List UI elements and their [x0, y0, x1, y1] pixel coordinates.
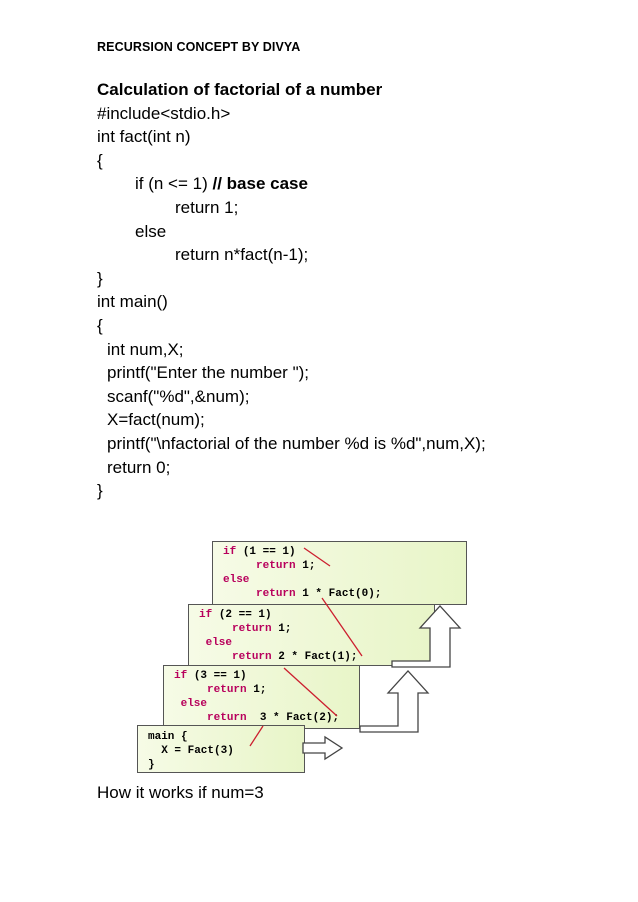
code-line: } — [97, 268, 103, 288]
diagram-caption: How it works if num=3 — [97, 783, 264, 802]
recursive-expr: 3 * Fact(2); — [259, 712, 340, 724]
code-line: else — [135, 221, 167, 241]
return-arrow-icon — [392, 606, 460, 667]
keyword: else — [205, 637, 233, 649]
return-arrow-icon — [360, 671, 428, 732]
code-line: scanf("%d",&num); — [107, 386, 250, 406]
code-line: { — [97, 150, 103, 170]
connector-line — [250, 726, 263, 746]
keyword: return — [256, 560, 296, 572]
recursive-expr: 2 * Fact(1); — [278, 651, 358, 663]
keyword: return — [232, 623, 272, 635]
code-line: { — [97, 315, 103, 335]
main-close: } — [148, 759, 155, 771]
code-line: return n*fact(n-1); — [175, 245, 309, 265]
code-line: int main() — [97, 292, 168, 312]
connector-line — [284, 668, 337, 716]
code-line: #include<stdio.h> — [97, 103, 231, 123]
keyword: return — [207, 712, 247, 724]
return-value: 1; — [253, 684, 267, 696]
code-comment: // base case — [212, 174, 308, 194]
code-text: if (n <= 1) — [135, 174, 213, 194]
code-line: return 0; — [107, 457, 171, 477]
keyword: if — [199, 609, 213, 621]
keyword: return — [232, 651, 272, 663]
code-line: printf("\nfactorial of the number %d is %d",num,X); — [107, 433, 486, 453]
connector-line — [322, 598, 362, 656]
condition: (2 == 1) — [218, 609, 272, 621]
return-arrow-icon — [303, 737, 342, 759]
connector-line — [304, 548, 330, 566]
keyword: return — [207, 684, 247, 696]
return-value: 1; — [302, 560, 316, 572]
keyword: return — [256, 588, 296, 600]
code-line: printf("Enter the number "); — [107, 363, 309, 383]
code-line: } — [97, 481, 103, 501]
code-line: int num,X; — [107, 339, 184, 359]
keyword: if — [223, 546, 237, 558]
code-line: return 1; — [175, 197, 239, 217]
code-line: X=fact(num); — [107, 410, 205, 430]
return-value: 1; — [278, 623, 292, 635]
keyword: else — [223, 574, 250, 586]
keyword: if — [174, 670, 188, 682]
recursive-expr: 1 * Fact(0); — [302, 588, 382, 600]
main-call: X = Fact(3) — [161, 745, 234, 757]
keyword: else — [180, 698, 208, 710]
main-open: main { — [148, 731, 188, 743]
section-title: Calculation of factorial of a number — [97, 80, 383, 99]
page-header: RECURSION CONCEPT BY DIVYA — [97, 40, 301, 54]
code-line: int fact(int n) — [97, 127, 191, 147]
condition: (3 == 1) — [193, 670, 247, 682]
condition: (1 == 1) — [242, 546, 296, 558]
